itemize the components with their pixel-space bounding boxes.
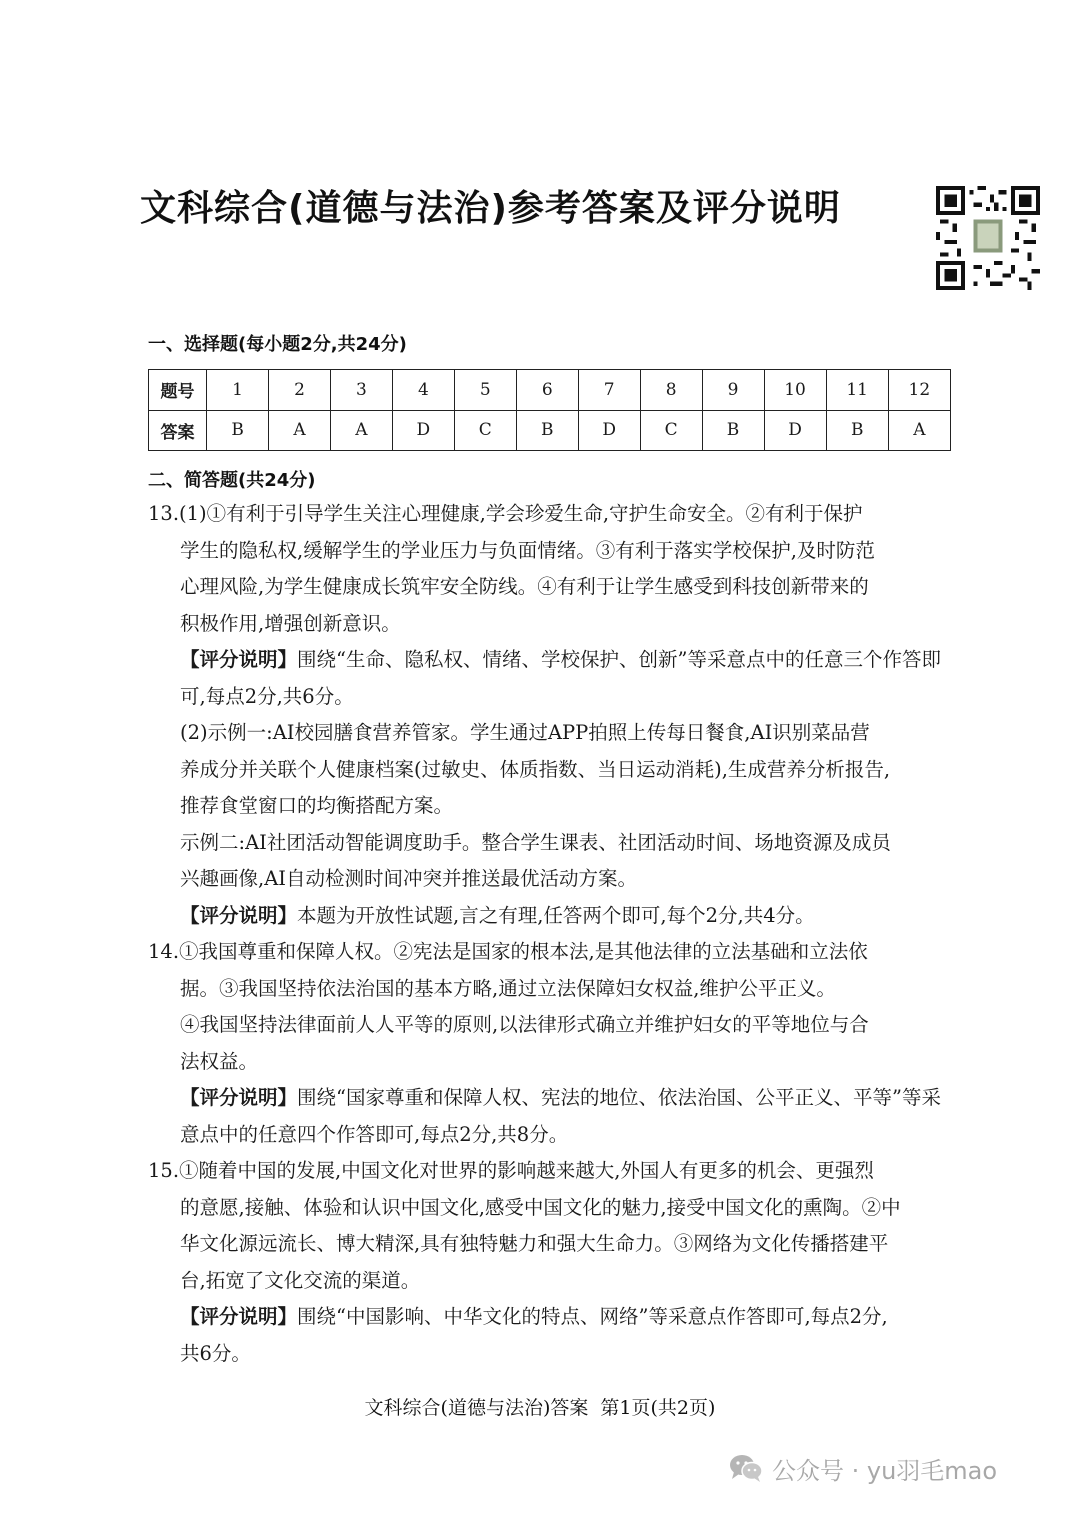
text-line: 积极作用,增强创新意识。 — [180, 611, 401, 635]
answer-cell: C — [640, 410, 702, 451]
question-number-row — [149, 370, 951, 411]
q14-scoring-note — [180, 1080, 941, 1153]
answer-cell: D — [392, 410, 454, 451]
question-number: 6 — [516, 370, 578, 411]
question-number: 9 — [702, 370, 764, 411]
text-line: 华文化源远流长、博大精深,具有独特魅力和强大生命力。③网络为文化传播搭建平 — [180, 1232, 889, 1255]
answer-cell: B — [516, 410, 578, 451]
text-line: 可,每点2分,共6分。 — [180, 684, 354, 708]
text-line: 14.①我国尊重和保障人权。②宪法是国家的根本法,是其他法律的立法基础和立法依 — [148, 940, 868, 963]
text-line: 共6分。 — [180, 1341, 251, 1365]
q13-part2 — [180, 715, 891, 934]
question-number: 11 — [826, 370, 888, 411]
scoring-note-label: 【评分说明】 — [180, 903, 298, 927]
answer-cell: A — [269, 410, 331, 451]
text-line: 围绕“生命、隐私权、情绪、学校保护、创新”等采意点中的任意三个作答即 — [297, 648, 941, 671]
text-line: 围绕“国家尊重和保障人权、宪法的地位、依法治国、公平正义、平等”等采 — [297, 1086, 941, 1109]
answer-cell: D — [578, 410, 640, 451]
qr-code-icon — [936, 186, 1040, 290]
answer-cell: C — [454, 410, 516, 451]
text-line: 心理风险,为学生健康成长筑牢安全防线。④有利于让学生感受到科技创新带来的 — [180, 575, 869, 598]
section1-heading: 一、选择题(每小题2分,共24分) — [148, 334, 407, 355]
question-number: 8 — [640, 370, 702, 411]
text-line: (2)示例一:AI校园膳食营养管家。学生通过APP拍照上传每日餐食,AI识别菜品营 — [180, 721, 870, 744]
wechat-icon — [728, 1452, 764, 1484]
text-line: 养成分并关联个人健康档案(过敏史、体质指数、当日运动消耗),生成营养分析报告, — [180, 757, 891, 781]
text-line: 法权益。 — [180, 1049, 259, 1073]
watermark — [728, 1448, 997, 1488]
page-footer: 文科综合(道德与法治)答案 第1页(共2页) — [364, 1397, 716, 1419]
text-line: 台,拓宽了文化交流的渠道。 — [180, 1268, 421, 1292]
row-label: 题号 — [149, 370, 207, 411]
question-number: 4 — [392, 370, 454, 411]
scoring-note-label: 【评分说明】 — [180, 648, 298, 671]
answer-cell: D — [764, 410, 826, 451]
row-label: 答案 — [149, 410, 207, 451]
answer-cell: A — [888, 410, 950, 451]
text-line: 兴趣画像,AI自动检测时间冲突并推送最优活动方案。 — [180, 867, 637, 890]
q15-answer — [148, 1153, 901, 1299]
answer-cell: B — [826, 410, 888, 451]
text-line: ④我国坚持法律面前人人平等的原则,以法律形式确立并维护妇女的平等地位与合 — [180, 1013, 869, 1036]
scoring-note-label: 【评分说明】 — [180, 1305, 298, 1328]
question-number: 12 — [888, 370, 950, 411]
text-line: 推荐食堂窗口的均衡搭配方案。 — [180, 794, 454, 817]
text-line: 本题为开放性试题,言之有理,任答两个即可,每个2分,共4分。 — [297, 903, 815, 927]
question-number: 2 — [269, 370, 331, 411]
q14-answer — [148, 934, 869, 1080]
q13-part1-scoring-note — [180, 642, 941, 715]
question-number: 5 — [454, 370, 516, 411]
answer-row — [149, 410, 951, 451]
section2-heading: 二、简答题(共24分) — [148, 470, 316, 491]
q13-part1 — [148, 496, 875, 642]
text-line: 15.①随着中国的发展,中国文化对世界的影响越来越大,外国人有更多的机会、更强烈 — [148, 1159, 874, 1182]
scoring-note-label: 【评分说明】 — [180, 1086, 298, 1109]
page-title: 文科综合(道德与法治)参考答案及评分说明 — [140, 188, 841, 229]
text-line: 的意愿,接触、体验和认识中国文化,感受中国文化的魅力,接受中国文化的熏陶。②中 — [180, 1195, 901, 1219]
answer-cell: B — [207, 410, 269, 451]
text-line: 意点中的任意四个作答即可,每点2分,共8分。 — [180, 1122, 569, 1146]
question-number: 7 — [578, 370, 640, 411]
text-line: 13.(1)①有利于引导学生关注心理健康,学会珍爱生命,守护生命安全。②有利于保护 — [148, 502, 863, 525]
text-line: 围绕“中国影响、中华文化的特点、网络”等采意点作答即可,每点2分, — [297, 1305, 888, 1328]
text-line: 学生的隐私权,缓解学生的学业压力与负面情绪。③有利于落实学校保护,及时防范 — [180, 538, 875, 562]
answer-cell: B — [702, 410, 764, 451]
q15-scoring-note — [180, 1299, 888, 1372]
answer-table — [148, 369, 951, 451]
question-number: 1 — [207, 370, 269, 411]
text-line: 据。③我国坚持依法治国的基本方略,通过立法保障妇女权益,维护公平正义。 — [180, 976, 836, 1000]
watermark-text: 公众号 · yu羽毛mao — [772, 1456, 998, 1485]
question-number: 10 — [764, 370, 826, 411]
text-line: 示例二:AI社团活动智能调度助手。整合学生课表、社团活动时间、场地资源及成员 — [180, 830, 891, 854]
answer-cell: A — [330, 410, 392, 451]
question-number: 3 — [330, 370, 392, 411]
